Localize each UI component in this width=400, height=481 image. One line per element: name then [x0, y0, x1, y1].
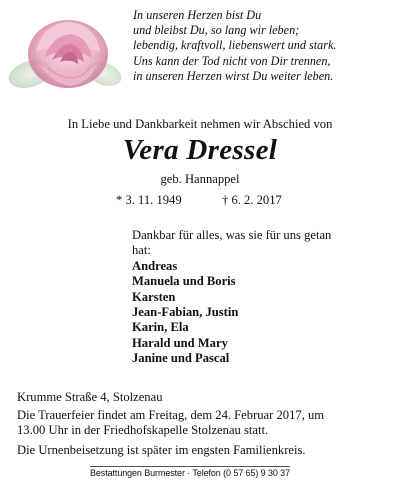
poem-line: und bleibst Du, so lang wir leben; [133, 23, 300, 38]
mourner-name: Harald und Mary [132, 335, 228, 350]
mourner-name: Karsten [132, 289, 176, 304]
poem-line: Uns kann der Tod nicht von Dir trennen, [133, 53, 331, 68]
funeral-line: 13.00 Uhr in der Friedhofskapelle Stolzenau statt. [17, 423, 269, 438]
thanks-intro-line: hat: [132, 243, 151, 258]
poem [133, 8, 395, 84]
poem-line: In unseren Herzen bist Du [133, 8, 262, 22]
mourner-name: Andreas [132, 258, 178, 273]
maiden-name: geb. Hannappel [160, 172, 240, 186]
funeral-line: Die Trauerfeier findet am Freitag, dem 24. Februar 2017, um [17, 408, 325, 422]
funeral-home-footer: Bestattungen Burmester · Telefon (0 57 65) 9 30 37 [90, 468, 290, 478]
rose-illustration [8, 2, 128, 98]
farewell-text: In Liebe und Dankbarkeit nehmen wir Abschied von [67, 117, 333, 131]
birth-date: * 3. 11. 1949 [116, 193, 182, 207]
mourner-name: Janine und Pascal [132, 351, 230, 366]
mourner-name: Jean-Fabian, Justin [132, 305, 239, 320]
poem-line: in unseren Herzen wirst Du weiter leben. [133, 68, 334, 83]
thanks-section [132, 228, 394, 367]
poem-line: lebendig, kraftvoll, liebenswert und stark. [133, 38, 337, 53]
urn-burial-info: Die Urnenbeisetzung ist später im engsten Familienkreis. [17, 443, 306, 457]
deceased-name: Vera Dressel [122, 134, 278, 166]
mourner-list [132, 259, 394, 367]
mourner-name: Manuela und Boris [132, 274, 236, 289]
thanks-intro-line: Dankbar für alles, was sie für uns getan [132, 228, 332, 242]
family-address: Krumme Straße 4, Stolzenau [17, 390, 163, 404]
mourner-name: Karin, Ela [132, 320, 189, 335]
funeral-info [17, 408, 387, 439]
death-date: † 6. 2. 2017 [222, 193, 282, 207]
